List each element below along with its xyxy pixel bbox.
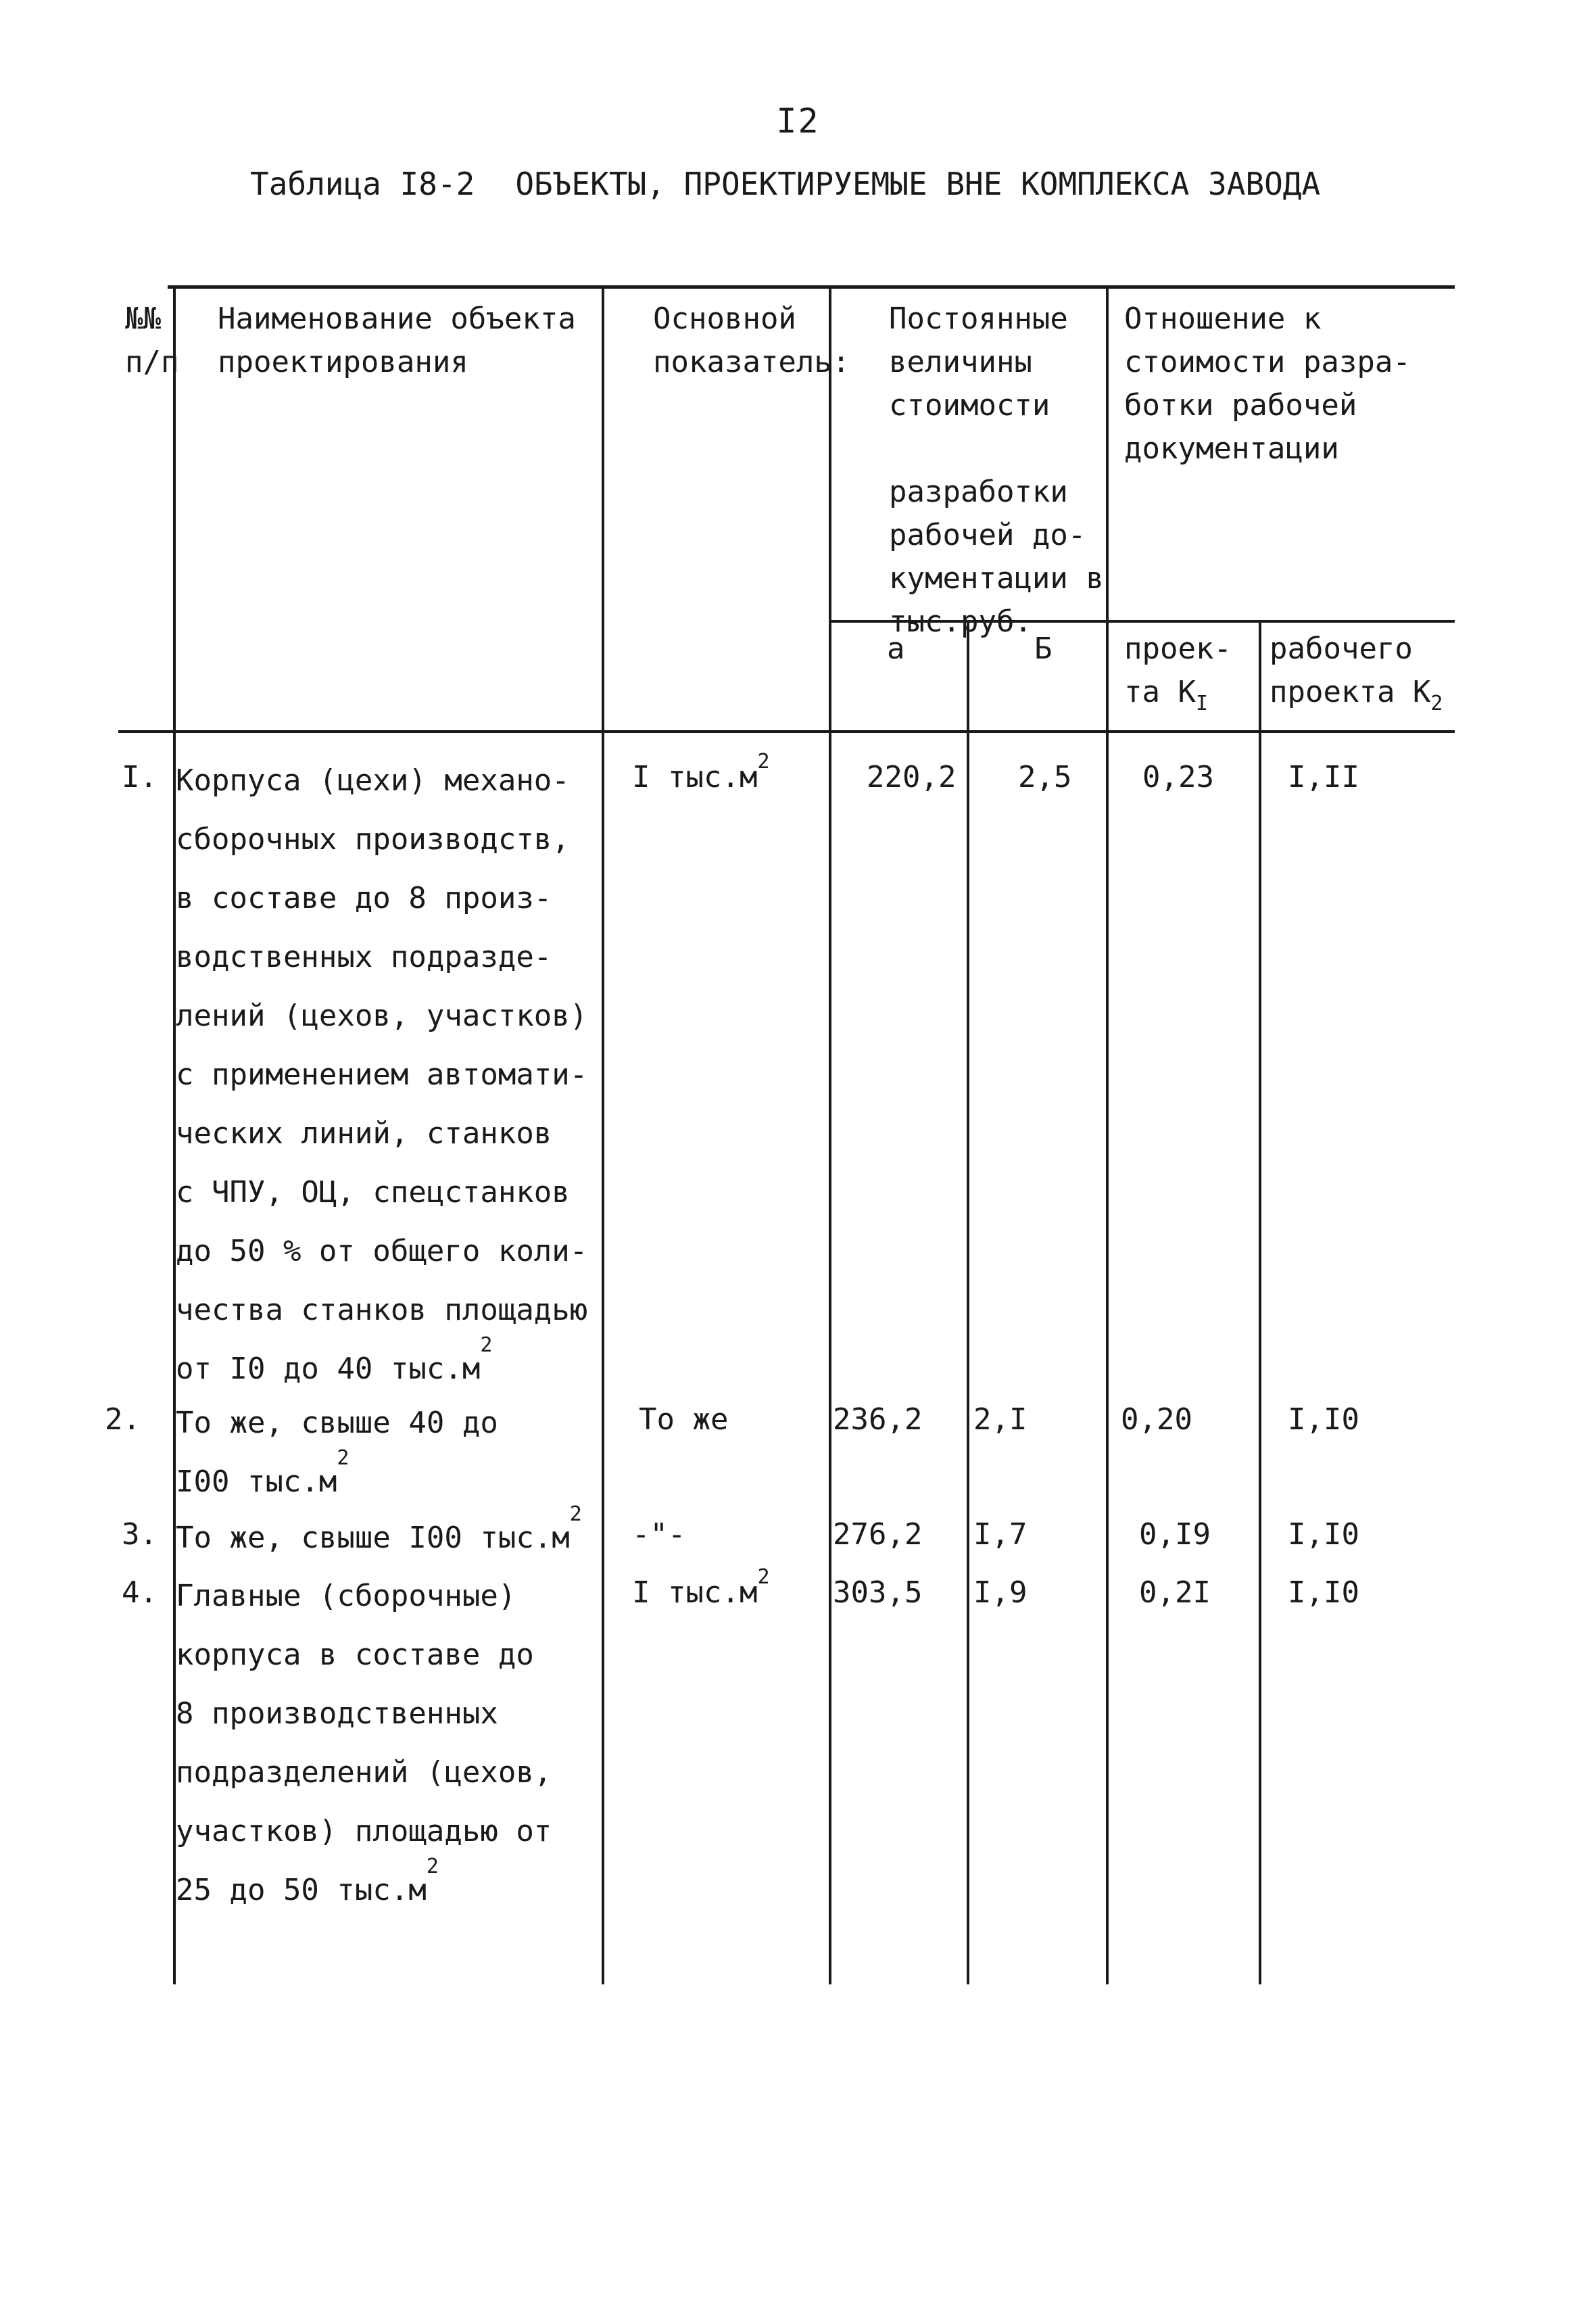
- row-1-a: 220,2: [867, 760, 957, 794]
- row-3-indicator-text: -"-: [632, 1517, 686, 1552]
- header-constants: Постоянные величины стоимости разработки рабочей до- кументации в тыс.руб.: [889, 302, 1104, 639]
- row-2-name-sup: 2: [337, 1446, 349, 1470]
- header-col-k2: [1269, 627, 1443, 714]
- row-4-name-text: Главные (сборочные) корпуса в составе до 8 производственных подразделений (цехов, участков) площадью от 25 до 50 тыс.м: [176, 1579, 552, 1907]
- table-caption: ОБЪЕКТЫ, ПРОЕКТИРУЕМЫЕ ВНЕ КОМПЛЕКСА ЗАВОДА: [515, 166, 1321, 202]
- header-col-b: Б: [1034, 631, 1053, 666]
- header-k1-subscript: I: [1195, 692, 1209, 715]
- row-1-num: I.: [122, 760, 158, 794]
- col-divider-ab: [967, 621, 969, 1984]
- header-k1-label: проек- та К: [1124, 631, 1232, 709]
- table-number: Таблица I8-2: [250, 166, 475, 202]
- col-divider-indicator: [829, 287, 831, 1984]
- table-title: [250, 166, 1320, 202]
- row-1-name-sup: 2: [480, 1333, 493, 1357]
- header-indicator: Основной показатель:: [653, 302, 850, 379]
- header-name: Наименование объекта проектирования: [218, 302, 576, 379]
- row-3-a: 276,2: [833, 1517, 923, 1552]
- row-2-num: 2.: [105, 1402, 141, 1437]
- row-2-a: 236,2: [833, 1402, 923, 1437]
- header-col-a: а: [887, 631, 905, 666]
- col-divider-k1k2: [1259, 621, 1261, 1984]
- header-num: №№ п/п: [125, 302, 179, 379]
- row-2-name-text: То же, свыше 40 до I00 тыс.м: [176, 1406, 498, 1499]
- row-1-indicator: [632, 750, 770, 799]
- row-1-indicator-text: I тыс.м: [632, 760, 758, 794]
- row-3-k1: 0,I9: [1139, 1517, 1211, 1552]
- page-number: I2: [776, 101, 820, 141]
- header-bottom-border: [118, 730, 1455, 733]
- header-k2-subscript: 2: [1430, 692, 1443, 715]
- row-2-b: 2,I: [973, 1402, 1027, 1437]
- row-4-k2: I,I0: [1288, 1575, 1359, 1610]
- row-4-indicator-sup: 2: [757, 1565, 770, 1589]
- col-divider-constants: [1106, 287, 1109, 1984]
- row-2-name: [176, 1393, 498, 1511]
- row-1-name-text: Корпуса (цехи) механо- сборочных производств, в составе до 8 произ- водственных подразде- лений (цехов, участков) с применением автомати- ческих линий, станков с ЧПУ, ОЦ, спецстанков до 50 % от общего коли- чества станков площадью от I0 до 40 тыс.м: [176, 763, 588, 1386]
- row-4-num: 4.: [122, 1575, 158, 1610]
- row-4-indicator: [632, 1565, 770, 1615]
- row-4-name-sup: 2: [426, 1855, 439, 1878]
- row-1-k2: I,II: [1288, 760, 1359, 794]
- table-top-border: [168, 285, 1455, 289]
- row-3-name-text: То же, свыше I00 тыс.м: [176, 1521, 570, 1555]
- row-2-k2: I,I0: [1288, 1402, 1359, 1437]
- header-ratio: Отношение к стоимости разра- ботки рабочей документации: [1124, 302, 1411, 466]
- row-3-k2: I,I0: [1288, 1517, 1359, 1552]
- row-4-a: 303,5: [833, 1575, 923, 1610]
- header-col-k1: [1124, 627, 1232, 714]
- row-4-b: I,9: [973, 1575, 1027, 1610]
- row-3-num: 3.: [122, 1517, 158, 1552]
- row-2-indicator: [639, 1398, 728, 1441]
- row-1-k1: 0,23: [1142, 760, 1214, 794]
- row-3-indicator: [632, 1513, 685, 1556]
- row-4-indicator-text: I тыс.м: [632, 1575, 758, 1610]
- col-divider-name: [602, 287, 604, 1984]
- row-2-indicator-text: То же: [639, 1402, 729, 1437]
- row-3-name-sup: 2: [569, 1502, 582, 1526]
- header-k2-label: рабочего проекта К: [1269, 631, 1431, 709]
- row-2-k1: 0,20: [1121, 1402, 1192, 1437]
- row-3-name: [176, 1502, 582, 1567]
- row-4-k1: 0,2I: [1139, 1575, 1211, 1610]
- row-3-b: I,7: [973, 1517, 1027, 1552]
- row-1-name: [176, 751, 587, 1398]
- row-4-name: [176, 1567, 552, 1919]
- row-1-indicator-sup: 2: [757, 750, 770, 773]
- row-1-b: 2,5: [1018, 760, 1072, 794]
